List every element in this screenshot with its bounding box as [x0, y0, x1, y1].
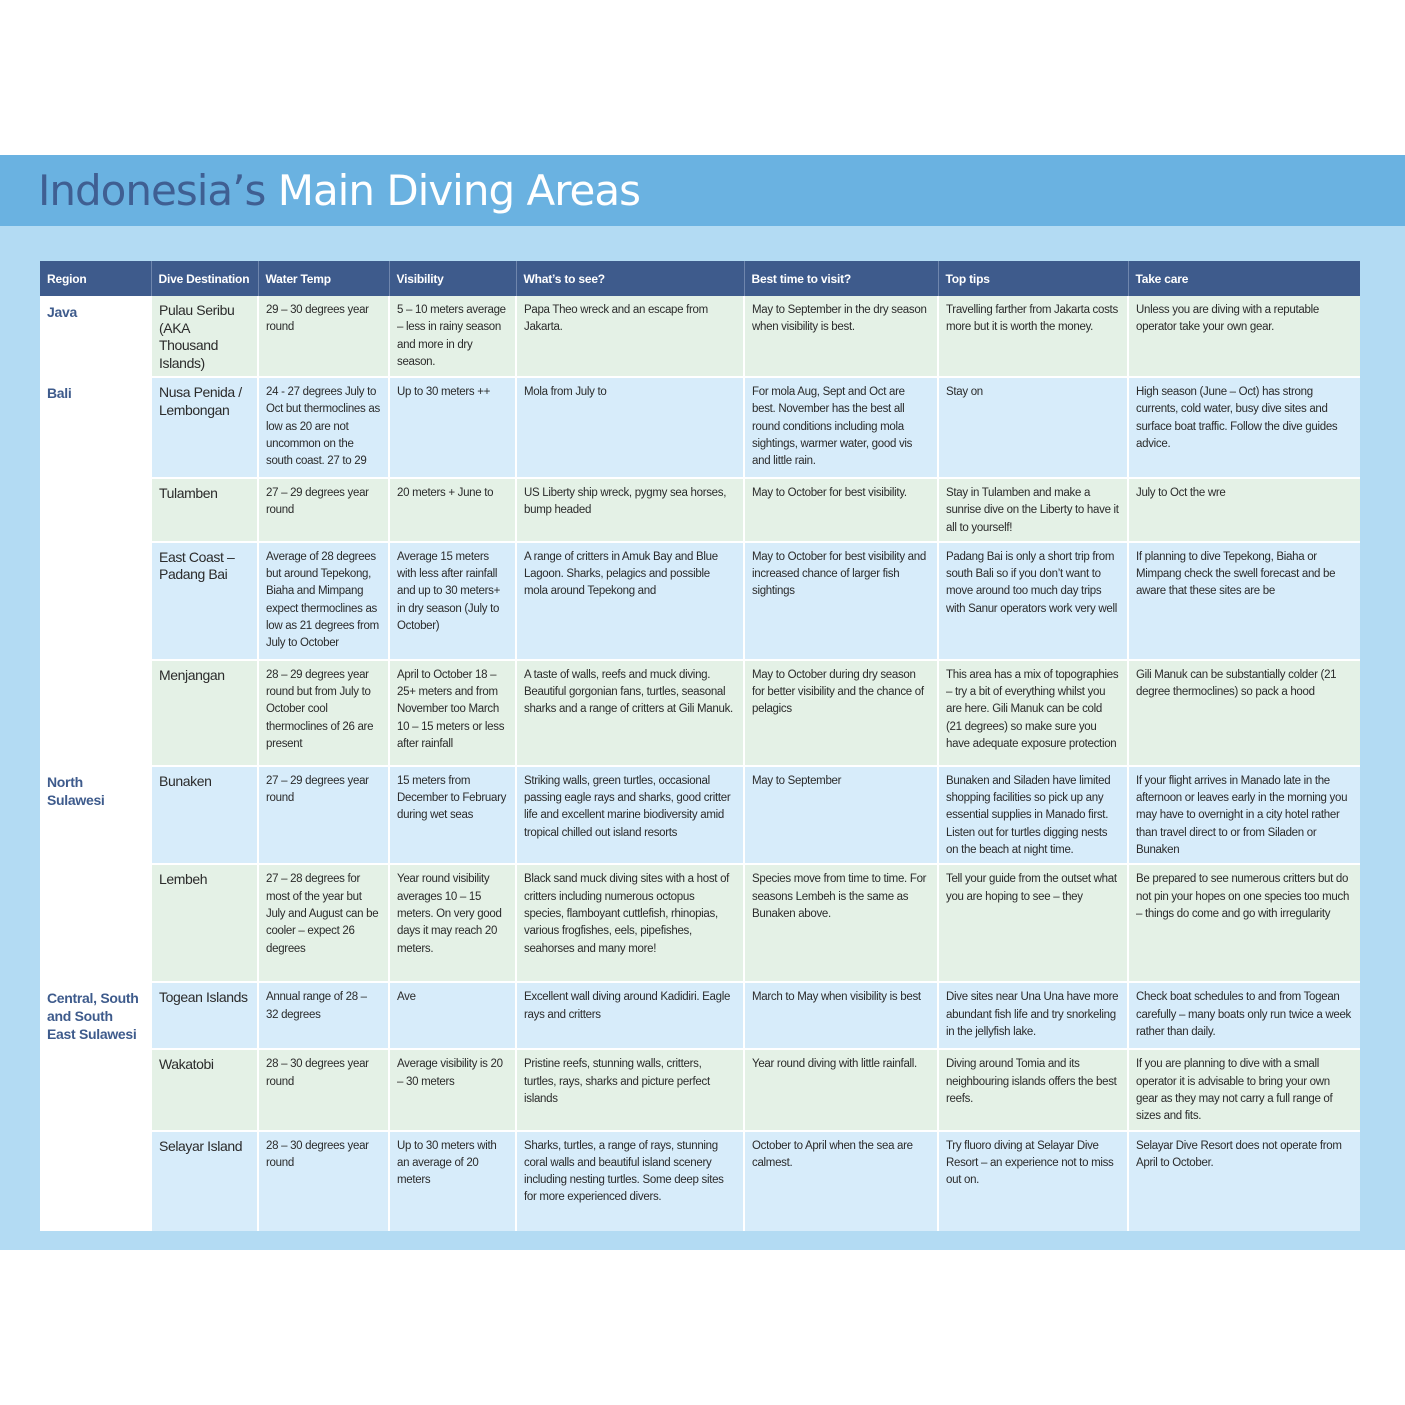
top-tips-cell: Bunaken and Siladen have limited shopping facilities so pick up any essential supplies in Manado first. Listen out for turtles digging nests on the beach at night time.: [938, 766, 1128, 864]
top-tips-cell: Stay on: [938, 377, 1128, 478]
dive-destination: Togean Islands: [151, 982, 258, 1049]
best-time-cell: March to May when visibility is best: [744, 982, 938, 1049]
water-temp-cell: 27 – 28 degrees for most of the year but July and August can be cooler – expect 26 degrees: [258, 864, 389, 982]
water-temp-cell: 28 – 30 degrees year round: [258, 1049, 389, 1130]
header-whats-to-see: What’s to see?: [516, 261, 744, 296]
region-java: Java: [40, 296, 151, 377]
header-take-care: Take care: [1128, 261, 1360, 296]
table-row: [40, 1131, 1360, 1231]
water-temp-cell: Annual range of 28 – 32 degrees: [258, 982, 389, 1049]
region-bali: Bali: [40, 377, 151, 766]
water-temp-cell: 29 – 30 degrees year round: [258, 296, 389, 377]
page-panel: [0, 155, 1405, 1250]
table-row: [40, 542, 1360, 660]
top-tips-cell: Padang Bai is only a short trip from south Bali so if you don’t want to move around too much day trips with Sanur operators work very well: [938, 542, 1128, 660]
take-care-cell: If you are planning to dive with a small operator it is advisable to bring your own gear as they may not carry a full range of sizes and fits.: [1128, 1049, 1360, 1130]
dive-destination: Nusa Penida / Lembongan: [151, 377, 258, 478]
table-row: [40, 864, 1360, 982]
top-tips-cell: Tell your guide from the outset what you are hoping to see – they: [938, 864, 1128, 982]
best-time-cell: May to October for best visibility.: [744, 478, 938, 542]
table-row: [40, 377, 1360, 478]
diving-areas-table-wrap: [40, 261, 1360, 1231]
water-temp-cell: 28 – 29 degrees year round but from July to October cool thermoclines of 26 are present: [258, 660, 389, 766]
best-time-cell: May to October for best visibility and increased chance of larger fish sightings: [744, 542, 938, 660]
dive-destination: Tulamben: [151, 478, 258, 542]
whats-to-see-cell: A range of critters in Amuk Bay and Blue Lagoon. Sharks, pelagics and possible mola around Tepekong and: [516, 542, 744, 660]
dive-destination: Wakatobi: [151, 1049, 258, 1130]
whats-to-see-cell: Papa Theo wreck and an escape from Jakarta.: [516, 296, 744, 377]
take-care-cell: July to Oct the wre: [1128, 478, 1360, 542]
take-care-cell: Unless you are diving with a reputable operator take your own gear.: [1128, 296, 1360, 377]
take-care-cell: Check boat schedules to and from Togean carefully – many boats only run twice a week rather than daily.: [1128, 982, 1360, 1049]
whats-to-see-cell: Excellent wall diving around Kadidiri. Eagle rays and critters: [516, 982, 744, 1049]
whats-to-see-cell: A taste of walls, reefs and muck diving. Beautiful gorgonian fans, turtles, seasonal sharks and a range of critters at Gili Manuk.: [516, 660, 744, 766]
page-title-part2: Main Diving Areas: [277, 166, 641, 215]
best-time-cell: May to September in the dry season when visibility is best.: [744, 296, 938, 377]
top-tips-cell: Diving around Tomia and its neighbouring islands offers the best reefs.: [938, 1049, 1128, 1130]
take-care-cell: If your flight arrives in Manado late in the afternoon or leaves early in the morning you may have to overnight in a city hotel rather than travel direct to or from Siladen or Bunaken: [1128, 766, 1360, 864]
top-tips-cell: This area has a mix of topographies – try a bit of everything whilst you are here. Gili Manuk can be cold (21 degrees) so make sure you have adequate exposure protection: [938, 660, 1128, 766]
top-tips-cell: Travelling farther from Jakarta costs more but it is worth the money.: [938, 296, 1128, 377]
top-tips-cell: Try fluoro diving at Selayar Dive Resort – an experience not to miss out on.: [938, 1131, 1128, 1231]
table-row: [40, 766, 1360, 864]
table-row: [40, 1049, 1360, 1130]
take-care-cell: If planning to dive Tepekong, Biaha or Mimpang check the swell forecast and be aware that these sites are be: [1128, 542, 1360, 660]
header-region: Region: [40, 261, 151, 296]
take-care-cell: Selayar Dive Resort does not operate from April to October.: [1128, 1131, 1360, 1231]
dive-destination: Selayar Island: [151, 1131, 258, 1231]
best-time-cell: Species move from time to time. For seasons Lembeh is the same as Bunaken above.: [744, 864, 938, 982]
take-care-cell: Be prepared to see numerous critters but do not pin your hopes on one species too much – things do come and go with irregularity: [1128, 864, 1360, 982]
whats-to-see-cell: Mola from July to: [516, 377, 744, 478]
water-temp-cell: 27 – 29 degrees year round: [258, 766, 389, 864]
visibility-cell: April to October 18 – 25+ meters and from November too March 10 – 15 meters or less after rainfall: [389, 660, 516, 766]
whats-to-see-cell: Pristine reefs, stunning walls, critters, turtles, rays, sharks and picture perfect islands: [516, 1049, 744, 1130]
water-temp-cell: Average of 28 degrees but around Tepekong, Biaha and Mimpang expect thermoclines as low as 21 degrees from July to October: [258, 542, 389, 660]
best-time-cell: May to October during dry season for better visibility and the chance of pelagics: [744, 660, 938, 766]
page-title: [38, 165, 640, 217]
best-time-cell: For mola Aug, Sept and Oct are best. November has the best all round conditions including mola sightings, warmer water, good vis and little rain.: [744, 377, 938, 478]
water-temp-cell: 24 - 27 degrees July to Oct but thermoclines as low as 20 are not uncommon on the south coast. 27 to 29: [258, 377, 389, 478]
visibility-cell: Up to 30 meters ++: [389, 377, 516, 478]
whats-to-see-cell: US Liberty ship wreck, pygmy sea horses, bump headed: [516, 478, 744, 542]
table-row: [40, 478, 1360, 542]
table-header-row: [40, 261, 1360, 296]
header-top-tips: Top tips: [938, 261, 1128, 296]
visibility-cell: Year round visibility averages 10 – 15 meters. On very good days it may reach 20 meters.: [389, 864, 516, 982]
dive-destination: East Coast – Padang Bai: [151, 542, 258, 660]
header-water-temp: Water Temp: [258, 261, 389, 296]
region-central-south-sulawesi: Central, South and South East Sulawesi: [40, 982, 151, 1230]
visibility-cell: Average 15 meters with less after rainfall and up to 30 meters+ in dry season (July to October): [389, 542, 516, 660]
page-title-part1: Indonesia’s: [38, 166, 266, 215]
water-temp-cell: 27 – 29 degrees year round: [258, 478, 389, 542]
whats-to-see-cell: Black sand muck diving sites with a host of critters including numerous octopus species, flamboyant cuttlefish, rhinopias, various frogfishes, eels, pipefishes, seahorses and many more!: [516, 864, 744, 982]
region-north-sulawesi: North Sulawesi: [40, 766, 151, 982]
visibility-cell: 15 meters from December to February during wet seas: [389, 766, 516, 864]
top-tips-cell: Dive sites near Una Una have more abundant fish life and try snorkeling in the jellyfish lake.: [938, 982, 1128, 1049]
table-row: [40, 660, 1360, 766]
diving-areas-table: [40, 261, 1360, 1231]
take-care-cell: High season (June – Oct) has strong currents, cold water, busy dive sites and surface boat traffic. Follow the dive guides advice.: [1128, 377, 1360, 478]
title-banner: [0, 155, 1405, 226]
whats-to-see-cell: Striking walls, green turtles, occasional passing eagle rays and sharks, good critter life and excellent marine biodiversity amid tropical chilled out island resorts: [516, 766, 744, 864]
whats-to-see-cell: Sharks, turtles, a range of rays, stunning coral walls and beautiful island scenery including nesting turtles. Some deep sites for more experienced divers.: [516, 1131, 744, 1231]
dive-destination: Lembeh: [151, 864, 258, 982]
best-time-cell: Year round diving with little rainfall.: [744, 1049, 938, 1130]
visibility-cell: 5 – 10 meters average – less in rainy season and more in dry season.: [389, 296, 516, 377]
header-visibility: Visibility: [389, 261, 516, 296]
water-temp-cell: 28 – 30 degrees year round: [258, 1131, 389, 1231]
header-dive-destination: Dive Destination: [151, 261, 258, 296]
visibility-cell: Up to 30 meters with an average of 20 meters: [389, 1131, 516, 1231]
dive-destination: Menjangan: [151, 660, 258, 766]
header-best-time: Best time to visit?: [744, 261, 938, 296]
visibility-cell: Ave: [389, 982, 516, 1049]
visibility-cell: 20 meters + June to: [389, 478, 516, 542]
dive-destination: Pulau Seribu (AKA Thousand Islands): [151, 296, 258, 377]
visibility-cell: Average visibility is 20 – 30 meters: [389, 1049, 516, 1130]
dive-destination: Bunaken: [151, 766, 258, 864]
best-time-cell: October to April when the sea are calmest.: [744, 1131, 938, 1231]
best-time-cell: May to September: [744, 766, 938, 864]
top-tips-cell: Stay in Tulamben and make a sunrise dive on the Liberty to have it all to yourself!: [938, 478, 1128, 542]
table-row: [40, 296, 1360, 377]
table-row: [40, 982, 1360, 1049]
take-care-cell: Gili Manuk can be substantially colder (21 degree thermoclines) so pack a hood: [1128, 660, 1360, 766]
